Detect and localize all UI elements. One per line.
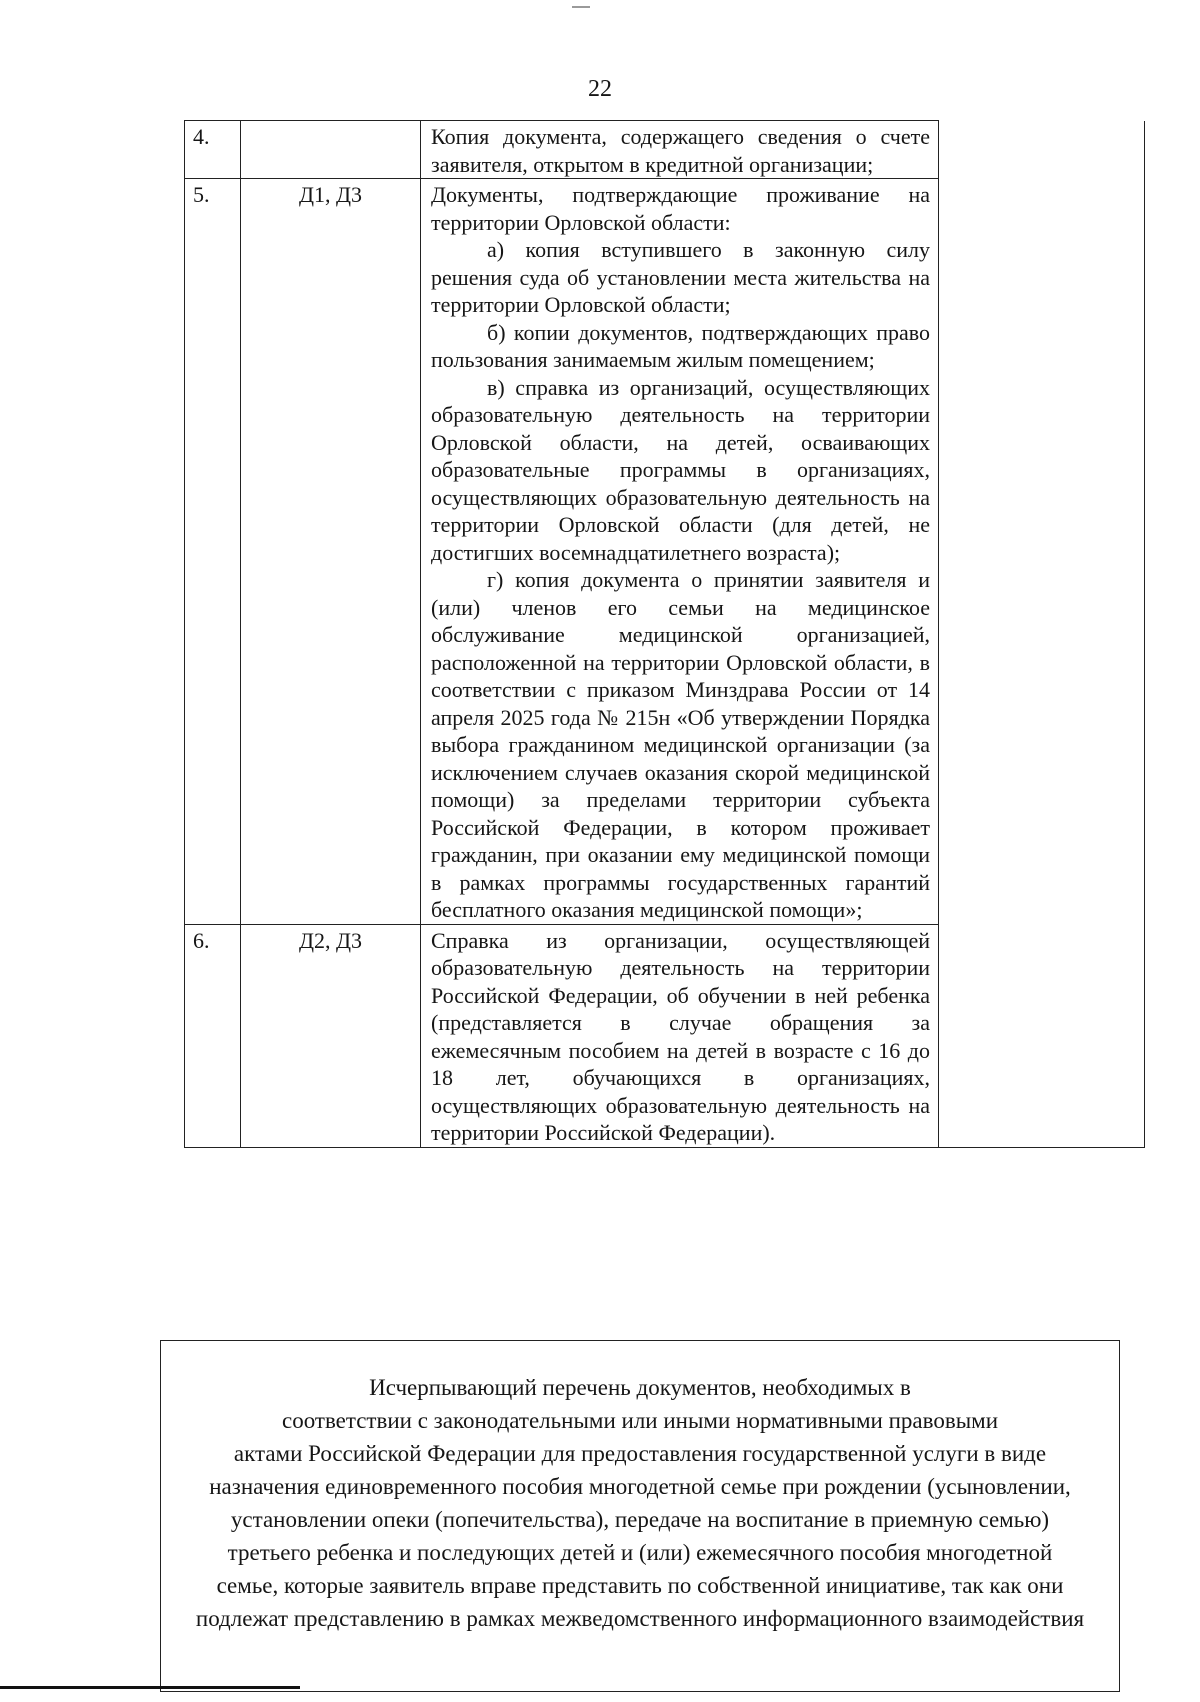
row-description [421, 924, 939, 1147]
section-title [161, 1371, 1119, 1635]
description-paragraph: б) копии документов, подтверждающих право пользования занимаемым жилым помещением; [431, 319, 930, 372]
description-paragraph: Копия документа, содержащего сведения о счете заявителя, открытом в кредитной организации; [431, 124, 930, 177]
section-title-line: подлежат представлению в рамках межведомственного информационного взаимодействия [195, 1606, 1085, 1631]
section-title-line: актами Российской Федерации для предоставления государственной услуги в виде [233, 1441, 1047, 1466]
row-description [421, 179, 939, 925]
row-note [939, 121, 1145, 179]
row-description [421, 121, 939, 179]
table-row [185, 179, 1145, 925]
row-code: Д2, Д3 [241, 924, 421, 1147]
row-number: 5. [185, 179, 241, 925]
row-note [939, 179, 1145, 925]
row-number: 6. [185, 924, 241, 1147]
section-title-line: назначения единовременного пособия многодетной семье при рождении (усыновлении, [209, 1474, 1071, 1499]
table-row [185, 121, 1145, 179]
description-paragraph: Документы, подтверждающие проживание на территории Орловской области: [431, 182, 930, 235]
section-title-line: третьего ребенка и последующих детей и (или) ежемесячного пособия многодетной [227, 1540, 1053, 1565]
description-paragraph: а) копия вступившего в законную силу решения суда об установлении места жительства на территории Орловской области; [431, 237, 930, 317]
footer-rule [0, 1686, 300, 1689]
documents-table [184, 120, 1145, 1148]
scan-mark [572, 6, 590, 8]
row-note [939, 924, 1145, 1147]
page-number: 22 [588, 76, 612, 102]
section-title-line: установлении опеки (попечительства), передаче на воспитание в приемную семью) [230, 1507, 1050, 1532]
section-title-line: Исчерпывающий перечень документов, необходимых в [369, 1375, 911, 1400]
row-code [241, 121, 421, 179]
description-paragraph: г) копия документа о принятии заявителя и (или) членов его семьи на медицинское обслуживание медицинской организацией, расположенной на территории Орловской области, в соответствии с приказом Минздрава России от 14 апреля 2025 года № 215н «Об утверждении Порядка выбора гражданином медицинской организации (за исключением случаев оказания скорой медицинской помощи) за пределами территории субъекта Российской Федерации, в котором проживает гражданин, при оказании ему медицинской помощи в рамках программы государственных гарантий бесплатного оказания медицинской помощи»; [431, 567, 930, 922]
description-paragraph: в) справка из организаций, осуществляющих образовательную деятельность на территории Орловской области, на детей, осваивающих образовательные программы в организациях, осуществляющих образовательную деятельность на территории Орловской области (для детей, не достигших восемнадцатилетнего возраста); [431, 374, 930, 565]
table-row [185, 924, 1145, 1147]
section-heading-box [160, 1340, 1120, 1692]
row-number: 4. [185, 121, 241, 179]
section-title-line: семье, которые заявитель вправе представить по собственной инициативе, так как они [216, 1573, 1064, 1598]
section-title-line: соответствии с законодательными или иными нормативными правовыми [281, 1408, 999, 1433]
description-paragraph: Справка из организации, осуществляющей образовательную деятельность на территории Российской Федерации, об обучении в ней ребенка (представляется в случае обращения за ежемесячным пособием на детей в возрасте с 16 до 18 лет, обучающихся в организациях, осуществляющих образовательную деятельность на территории Российской Федерации). [431, 927, 930, 1145]
row-code: Д1, Д3 [241, 179, 421, 925]
